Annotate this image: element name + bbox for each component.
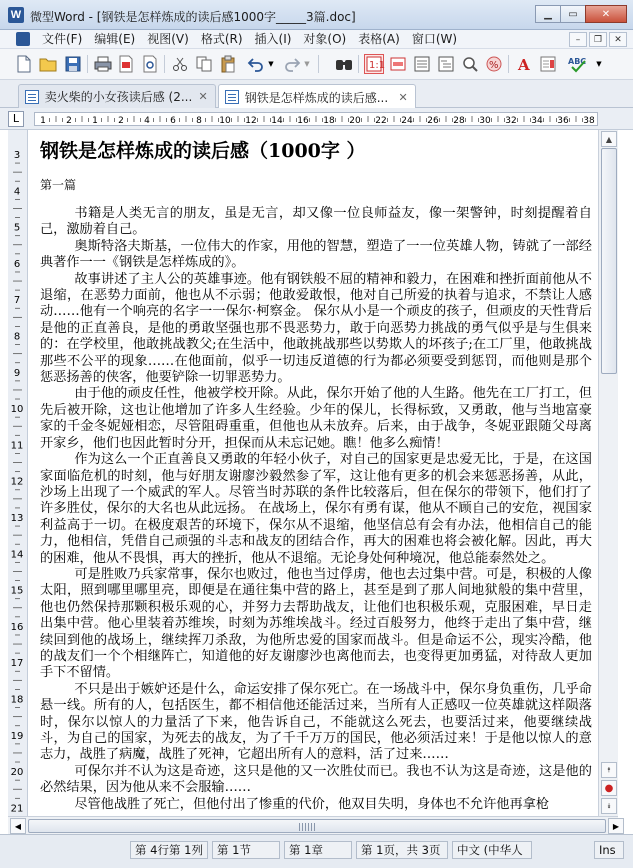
find-button[interactable] (334, 54, 354, 74)
horizontal-ruler (0, 108, 633, 130)
tab-document-1[interactable] (18, 84, 216, 108)
tab-label: 卖火柴的小女孩读后感 (2... (44, 90, 193, 104)
standard-toolbar (0, 49, 633, 80)
chevron-down-icon: ▼ (304, 60, 310, 68)
font-color-icon (516, 56, 532, 72)
ruler-number: 36 (557, 116, 569, 126)
percent-button[interactable] (484, 54, 504, 74)
ruler-number: 16 (297, 116, 309, 126)
web-view-icon (390, 56, 406, 72)
section-heading: 第一篇 (40, 178, 77, 192)
paragraph: 可保尔并不认为这是奇迹，这只是他的又一次胜仗而已。我也不认为这是奇迹，这是他的必然结果，因为他从来不会服输…… (40, 763, 592, 796)
open-button[interactable] (38, 54, 58, 74)
chevron-down-icon: ▼ (596, 60, 602, 68)
normal-view-button[interactable] (412, 54, 432, 74)
toolbar-separator (358, 55, 359, 73)
binoculars-icon (335, 57, 353, 71)
ruler-number: 30 (479, 116, 491, 126)
svg-text:%: % (489, 60, 499, 71)
browse-object-button[interactable] (601, 780, 617, 796)
close-icon[interactable]: ✕ (198, 90, 208, 103)
paragraph: 可是胜败乃兵家常事，保尔也败过，他也当过俘虏，他也去过集中营。可是，积极的人像太阳，照到哪里哪里亮，即便是在通往集中营的路上，甚至是到了那人间地狱般的集中营里，他也仍然保持那颗积极乐观的心，并努力去帮助战友，让他们也积极乐观，克服困难，早日走出集中营。他心里装着苏维埃，时刻为苏维埃战斗。经过百般努力，他终于走出了集中营，继续回到他的战场上，继续挥刀杀敌，为他所忠爱的国家而战斗。但是命运不公，现实冷酷，他的战友们一个个相继阵亡，知道他的好友谢廖沙也离他而去，也变得更加勇猛，对待敌人更加手下不留情。 (40, 566, 592, 681)
vertical-scrollbar[interactable] (598, 130, 618, 816)
paragraph: 作为这么一个正直善良又勇敢的年轻小伙子，对自己的国家更是忠爱无比，于是，在这国家面临危机的时刻，他与好朋友谢廖沙毅然参了军，这让他有更多的机会来惩恶扬善，从此，沙场上出现了一个威武的军人。尽管当时苏联的条件比较落后，但在保尔的带领下，他们打了许多胜仗，保尔的大名也从此远扬。 在战场上，保尔有勇有谋，他从不顾自己的安危，视国家利益高于一切。在极度艰苦的环境下，保尔从不退缩，他坚信总有会有办法，他相信自己的能力，他相信，凭借自己顽强的斗志和战友的团结合作，再大的困难也将会被化解。因此，再大的困难，他从不畏惧，再大的挫折，他从不退缩。无论身处何种境况，他总能泰然处之。 (40, 452, 592, 566)
menu-items (36, 32, 463, 47)
font-color-button[interactable] (514, 54, 534, 74)
ruler-number: 5 (13, 222, 21, 234)
scroll-left-button[interactable] (10, 818, 26, 834)
paste-button[interactable] (218, 54, 238, 74)
status-line-column: 第 4行第 1列 (130, 841, 208, 859)
status-page: 第 1页，共 3页 (356, 841, 448, 859)
paragraph: 故事讲述了主人公的英雄事迹。他有钢铁般不屈的精神和毅力，在困难和挫折面前他从不退缩，在恶势力面前，他也从不示弱；他敢爱敢恨，他对自己所爱的执着与追求，不禁让人感动……他有一个响亮的名字一一保尔·柯察金。 保尔从小是一个顽皮的孩子，但顽皮的天性背后是他的正直善良，是他的勇敢坚强也那不畏恶势力，敢于向恶势力挑战的勇气似乎是与生俱来的：在学校里，他敢挑战教父;在生活中，他敢挑战那些以势欺人的坏孩子;在工厂里，他敢挑战那些不公平的现象……在他面前，似乎一切违反道德的行为都必须要受到惩罚，而他则是那个惩恶扬善的侠客，他要铲除一切罪恶势力。 (40, 271, 592, 386)
paste-icon (220, 55, 236, 73)
menu-item-7[interactable]: 窗口(W) (411, 32, 458, 46)
print-preview-icon (142, 55, 158, 73)
menu-item-4[interactable]: 插入(I) (254, 32, 292, 46)
ruler-number: 21 (10, 803, 24, 815)
menu-bar (0, 30, 633, 49)
ruler-number: 14 (10, 549, 24, 561)
menu-item-6[interactable]: 表格(A) (358, 32, 400, 46)
ruler-number: 1 (40, 116, 46, 126)
ruler-number: 32 (505, 116, 517, 126)
ruler-number: 19 (10, 730, 24, 742)
status-section: 第 1节 (212, 841, 280, 859)
zoom-icon (462, 56, 478, 72)
minimize-icon: ▁ (544, 8, 552, 20)
ruler-number: 24 (401, 116, 413, 126)
minimize-button[interactable] (535, 5, 561, 23)
close-icon: ✕ (601, 8, 611, 20)
outline-view-icon (438, 56, 454, 72)
ruler-number: 20 (349, 116, 361, 126)
save-button[interactable] (63, 54, 83, 74)
print-preview-button[interactable] (140, 54, 160, 74)
document-tabs (0, 80, 633, 108)
toolbar-separator (164, 55, 165, 73)
redo-icon (283, 56, 301, 72)
close-icon[interactable]: ✕ (398, 90, 408, 104)
new-document-icon (16, 55, 32, 73)
cut-button[interactable] (170, 54, 190, 74)
spell-check-button[interactable] (568, 54, 588, 74)
ruler-number: 10 (10, 404, 24, 416)
spell-check-icon (568, 55, 588, 73)
save-icon (65, 56, 81, 72)
ruler-number: 12 (245, 116, 257, 126)
chevron-up-icon: ▲ (605, 134, 613, 144)
ruler-number: 16 (10, 621, 24, 633)
ruler-number: 12 (10, 476, 24, 488)
ruler-number: 34 (531, 116, 543, 126)
menu-item-3[interactable]: 格式(R) (200, 32, 243, 46)
scissors-icon (172, 56, 188, 72)
open-folder-icon (39, 56, 57, 72)
document-window-controls (567, 32, 627, 47)
doc-restore-button[interactable]: ❐ (589, 32, 607, 47)
next-page-button[interactable] (601, 798, 617, 814)
document-page[interactable] (28, 130, 598, 816)
ruler-number: 10 (219, 116, 231, 126)
ruler-number: 14 (271, 116, 283, 126)
document-icon[interactable] (16, 32, 30, 46)
doc-close-button[interactable]: ✕ (609, 32, 627, 47)
copy-icon (196, 56, 212, 72)
double-up-icon: ⯭ (606, 765, 612, 774)
status-language: 中文 (中华人 (452, 841, 532, 859)
undo-icon (247, 56, 265, 72)
chevron-right-icon: ▶ (612, 821, 620, 831)
menu-item-2[interactable]: 视图(V) (147, 32, 189, 46)
toolbar-separator (318, 55, 319, 73)
paragraph: 由于他的顽皮任性，他被学校开除。从此，保尔开始了他的人生路。他先在工厂打工，但先后被开除，这也让他增加了许多人生经验。少年的保儿，长得标致，又勇敢，他与当地富豪家的千金冬妮娅相恋，尽管阻碍重重，但他也从未放弃。后来，由于战争，冬妮亚跟随父母离开家乡，他们也因此暂时分开，担保而从未忘记她。瞧！他多么痴情！ (40, 386, 592, 451)
scroll-grip (299, 823, 317, 831)
insert-object-button[interactable] (538, 54, 558, 74)
document-icon (25, 90, 39, 104)
page-view-icon (366, 56, 386, 72)
ruler-number: 6 (13, 258, 21, 270)
print-icon (94, 56, 112, 72)
previous-page-button[interactable] (601, 762, 617, 778)
ruler-number: 15 (10, 585, 24, 597)
ruler-number: 28 (453, 116, 465, 126)
ruler-number: 9 (13, 367, 21, 379)
status-bar (0, 834, 633, 868)
double-down-icon: ⯯ (606, 801, 612, 810)
status-chapter: 第 1章 (284, 841, 352, 859)
ruler-number: 4 (13, 186, 21, 198)
word-app-icon[interactable]: W (8, 7, 24, 23)
browse-object-icon: ● (604, 782, 614, 794)
maximize-button[interactable] (560, 5, 586, 23)
toolbar-separator (87, 55, 88, 73)
ruler-number: 13 (10, 513, 24, 524)
insert-object-icon (540, 56, 556, 72)
document-icon (225, 90, 239, 104)
ruler-number: 18 (323, 116, 335, 126)
ruler-number: 20 (10, 767, 24, 779)
paragraph: 奥斯特洛夫斯基，一位伟大的作家，用他的智慧，塑造了一一位英雄人物，铸就了一部经典著作一一《钢铁是怎样炼成的》。 (40, 238, 592, 271)
ruler-number: 3 (13, 150, 21, 161)
pdf-icon (118, 55, 134, 73)
document-body[interactable] (40, 206, 592, 813)
chevron-down-icon: ▼ (268, 60, 274, 68)
copy-button[interactable] (194, 54, 214, 74)
title-bar (0, 0, 633, 30)
ruler-number: 38 (583, 116, 595, 126)
chevron-left-icon: ◀ (14, 821, 22, 831)
ruler-number: 26 (427, 116, 439, 126)
vertical-ruler[interactable] (8, 130, 28, 816)
undo-dropdown[interactable] (266, 54, 276, 74)
percent-icon (486, 56, 502, 72)
ruler-scale[interactable] (34, 112, 598, 126)
toolbar-separator (508, 55, 509, 73)
web-view-button[interactable] (388, 54, 408, 74)
ruler-number: 17 (10, 658, 24, 670)
ruler-number: 8 (196, 116, 202, 126)
svg-text:ABC: ABC (568, 57, 587, 66)
redo-dropdown[interactable] (302, 54, 312, 74)
export-pdf-button[interactable] (116, 54, 136, 74)
ruler-ticks (35, 113, 597, 125)
undo-button[interactable] (246, 54, 266, 74)
page-view-button[interactable] (364, 54, 384, 74)
paragraph: 尽管他战胜了死亡，但他付出了惨重的代价，他双目失明，身体也不允许他再拿枪 (74, 796, 550, 812)
ruler-number: 8 (13, 331, 21, 343)
ruler-number: 11 (10, 440, 24, 452)
maximize-icon: ▭ (568, 8, 578, 20)
paragraph: 书籍是人类无言的朋友，虽是无言，却又像一位良师益友，像一架警钟，时刻提醒着自己，激励着自己。 (40, 206, 592, 238)
ruler-number: 2 (66, 116, 72, 126)
vertical-ruler-ticks (8, 130, 27, 816)
tab-label: 钢铁是怎样炼成的读后感... (244, 90, 389, 105)
redo-button[interactable] (282, 54, 302, 74)
paragraph: 不只是出于嫉妒还是什么，命运安排了保尔死亡。在一场战斗中，保尔身负重伤，几乎命悬一线。所有的人，包括医生，都不相信他还能活过来，当所有人正感叹一位英雄就这样陨落时，保尔以惊人的力量活了下来，他告诉自己，不能就这么死去，也要活过来，他要继续战斗，为自己的国家，为死去的战友，为了千千万万的国民，他必须活过来！于是他以惊人的意志力，战胜了病魔，战胜了死神，它超出所有人的意料，活了过来…… (40, 681, 592, 763)
doc-minimize-button[interactable]: – (569, 32, 587, 47)
document-title: 钢铁是怎样炼成的读后感（1000字 ） (40, 140, 366, 162)
ruler-number: 2 (118, 116, 124, 126)
svg-text:1:1: 1:1 (369, 60, 386, 71)
ruler-number: 22 (375, 116, 387, 126)
scroll-up-button[interactable] (601, 131, 617, 147)
status-insert-mode[interactable]: Ins (594, 841, 624, 859)
tab-stop-selector[interactable]: L (8, 111, 24, 127)
ruler-number: 18 (10, 694, 24, 706)
new-document-button[interactable] (14, 54, 34, 74)
print-button[interactable] (93, 54, 113, 74)
outline-view-button[interactable] (436, 54, 456, 74)
menu-item-5[interactable]: 对象(O) (303, 32, 347, 46)
menu-item-1[interactable]: 编辑(E) (94, 32, 136, 46)
ruler-number: 1 (92, 116, 98, 126)
zoom-button[interactable] (460, 54, 480, 74)
horizontal-scrollbar[interactable] (8, 816, 618, 834)
ruler-number: 7 (13, 295, 21, 307)
tab-document-2[interactable] (218, 84, 416, 109)
window-controls (536, 5, 627, 25)
normal-view-icon (414, 56, 430, 72)
scroll-right-button[interactable] (608, 818, 624, 834)
ruler-number: 4 (144, 116, 150, 126)
svg-text:A: A (518, 56, 530, 74)
window-title: 微型Word - [钢铁是怎样炼成的读后感1000字_____3篇.doc] (30, 10, 356, 24)
menu-item-0[interactable]: 文件(F) (42, 32, 83, 46)
horizontal-scroll-thumb[interactable] (28, 819, 606, 833)
spell-check-dropdown[interactable] (594, 54, 604, 74)
ruler-number: 6 (170, 116, 176, 126)
close-button[interactable] (585, 5, 627, 23)
vertical-scroll-thumb[interactable] (601, 148, 617, 374)
